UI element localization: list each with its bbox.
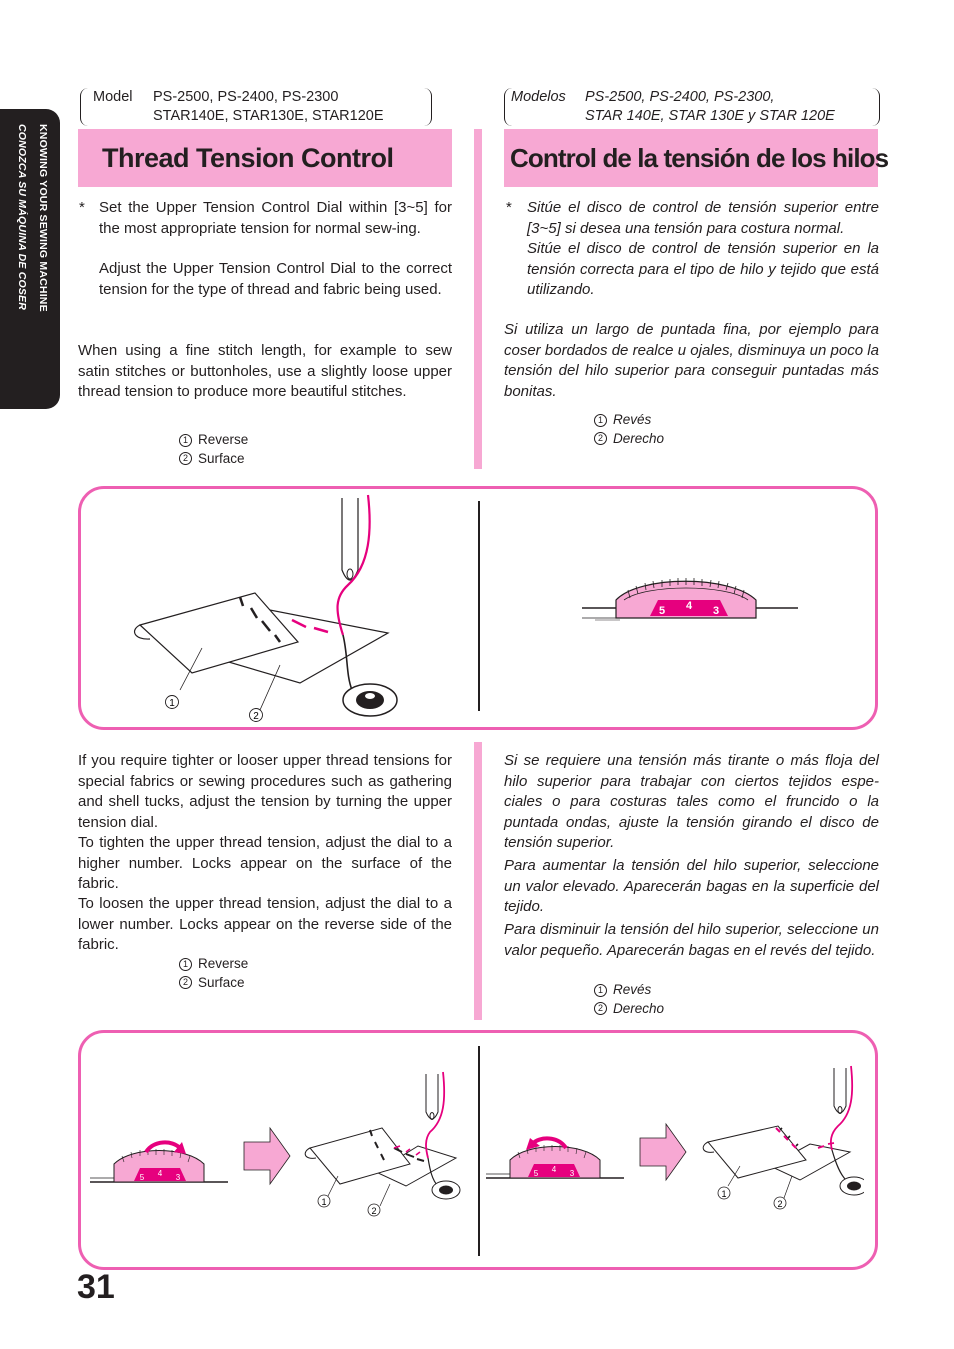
legend-surface: Surface xyxy=(198,450,245,466)
fig2-dial-4-right: 4 xyxy=(551,1165,557,1174)
en-legend-top xyxy=(179,431,248,468)
page-title-english: Thread Tension Control xyxy=(102,142,394,173)
en-tension-text-2: To tighten the upper thread tension, adjust the dial to a higher number. Locks appear on the surface of the fabric. xyxy=(78,834,452,892)
model-line-2: STAR140E, STAR130E, STAR120E xyxy=(153,108,384,124)
fig2-dial-3-right: 3 xyxy=(569,1169,575,1178)
side-tab xyxy=(0,109,60,409)
legend-reves: Revés xyxy=(613,412,652,427)
column-divider-bottom xyxy=(474,742,482,1020)
side-tab-english-label: KNOWING YOUR SEWING MACHINE xyxy=(37,124,49,312)
fig2-dial-4-left: 4 xyxy=(157,1169,163,1178)
figure-2-divider xyxy=(478,1046,480,1256)
page-title-spanish: Control de la tensión de los hilos xyxy=(510,142,889,173)
fig2-right-callout-1: 1 xyxy=(721,1189,727,1199)
en-legend-bottom xyxy=(179,955,248,992)
modelos-line-1: PS-2500, PS-2400, PS-2300, xyxy=(585,89,775,105)
fig1-callout-2: 2 xyxy=(253,711,259,722)
fig2-left-callout-1: 1 xyxy=(321,1197,327,1207)
es-legend-top xyxy=(594,411,664,448)
callout-1-icon: 1 xyxy=(594,984,607,997)
callout-2-icon: 2 xyxy=(179,976,192,989)
page-number: 31 xyxy=(77,1268,115,1306)
legend-derecho: Derecho xyxy=(613,1000,665,1016)
figure-1-divider xyxy=(478,501,480,711)
title-bar-spanish xyxy=(504,129,889,187)
callout-2-icon: 2 xyxy=(594,1002,607,1015)
callout-1-icon: 1 xyxy=(179,434,192,447)
bullet-marker-es: * xyxy=(506,199,512,216)
fig2-dial-5-left: 5 xyxy=(139,1173,145,1182)
es-tension-text-3: Para disminuir la tensión del hilo superior, seleccione un valor pequeño. Aparecerán bagas en el revés del tejido. xyxy=(504,921,879,959)
column-divider-top xyxy=(474,129,482,469)
es-tension-text-2: Para aumentar la tensión del hilo superior, seleccione un valor elevado. Aparecerán bagas en la superficie del tejido. xyxy=(504,857,879,915)
en-tension-text-3: To loosen the upper thread tension, adjust the dial to a lower number. Locks appear on the reverse side of the fabric. xyxy=(78,895,452,953)
figure-2-loosen-illustration xyxy=(484,1060,864,1230)
fig1-callout-1: 1 xyxy=(169,698,175,709)
en-tension-text-1: If you require tighter or looser upper thread tensions for special fabrics or sewing procedures such as gathering and shell tucks, adjust the tension by turning the upper tension dial. xyxy=(78,752,452,831)
legend-reverse: Reverse xyxy=(198,956,249,971)
figure-1-fabric-illustration xyxy=(120,490,420,722)
callout-1-icon: 1 xyxy=(179,958,192,971)
dial-number-5: 5 xyxy=(658,605,666,617)
figure-1-tension-dial xyxy=(580,570,800,630)
figure-2-tighten-illustration xyxy=(88,1060,468,1230)
en-bullet-text-2: Adjust the Upper Tension Control Dial to the correct tension for the type of thread and fabric being used. xyxy=(99,260,452,298)
en-fine-stitch-text: When using a fine stitch length, for example to sew satin stitches or buttonholes, use a slightly loose upper thread tension to produce more beautiful stitches. xyxy=(78,342,452,400)
modelos-line-2: STAR 140E, STAR 130E y STAR 120E xyxy=(585,108,835,124)
es-bullet-text-1: Sitúe el disco de control de tensión superior entre [3~5] si desea una tensión para costura normal. xyxy=(527,199,879,237)
model-label: Model xyxy=(93,89,133,105)
legend-reves: Revés xyxy=(613,982,652,997)
legend-derecho: Derecho xyxy=(613,430,665,446)
model-line-1: PS-2500, PS-2400, PS-2300 xyxy=(153,89,339,105)
side-tab-spanish-label: CONOZCA SU MÁQUINA DE COSER xyxy=(16,124,28,311)
es-bullet-text-2: Sitúe el disco de control de tensión superior en la tensión correcta para el tipo de hilo y tejido que está utilizando. xyxy=(527,240,879,298)
es-fine-stitch-text: Si utiliza un largo de puntada fina, por ejemplo para coser bordados de realce u ojales, disminuya un poco la tensión del hilo superior para conseguir puntadas más bonitas. xyxy=(504,321,879,400)
fig2-dial-5-right: 5 xyxy=(533,1169,539,1178)
title-bar-english xyxy=(78,129,452,187)
model-box-english xyxy=(80,88,432,126)
legend-reverse: Reverse xyxy=(198,432,249,447)
model-box-spanish xyxy=(504,88,880,126)
fig2-right-callout-2: 2 xyxy=(777,1199,783,1209)
callout-2-icon: 2 xyxy=(594,432,607,445)
callout-2-icon: 2 xyxy=(179,452,192,465)
modelos-label: Modelos xyxy=(511,89,566,105)
fig2-left-callout-2: 2 xyxy=(371,1206,377,1216)
dial-number-4: 4 xyxy=(685,600,693,612)
callout-1-icon: 1 xyxy=(594,414,607,427)
fig2-dial-3-left: 3 xyxy=(175,1173,181,1182)
es-legend-bottom xyxy=(594,981,664,1018)
es-tension-text-1: Si se requiere una tensión más tirante o más floja del hilo superior para trabajar con ciertos tejidos espe-ciales o para costuras tales como el fruncido o la puntada ondas, ajuste la tensión girando el disco de tensión superior. xyxy=(504,752,879,851)
dial-number-3: 3 xyxy=(712,605,720,617)
bullet-marker: * xyxy=(79,199,85,216)
en-bullet-text-1: Set the Upper Tension Control Dial within [3~5] for the most appropriate tension for normal sew-ing. xyxy=(99,199,452,237)
legend-surface: Surface xyxy=(198,974,245,990)
